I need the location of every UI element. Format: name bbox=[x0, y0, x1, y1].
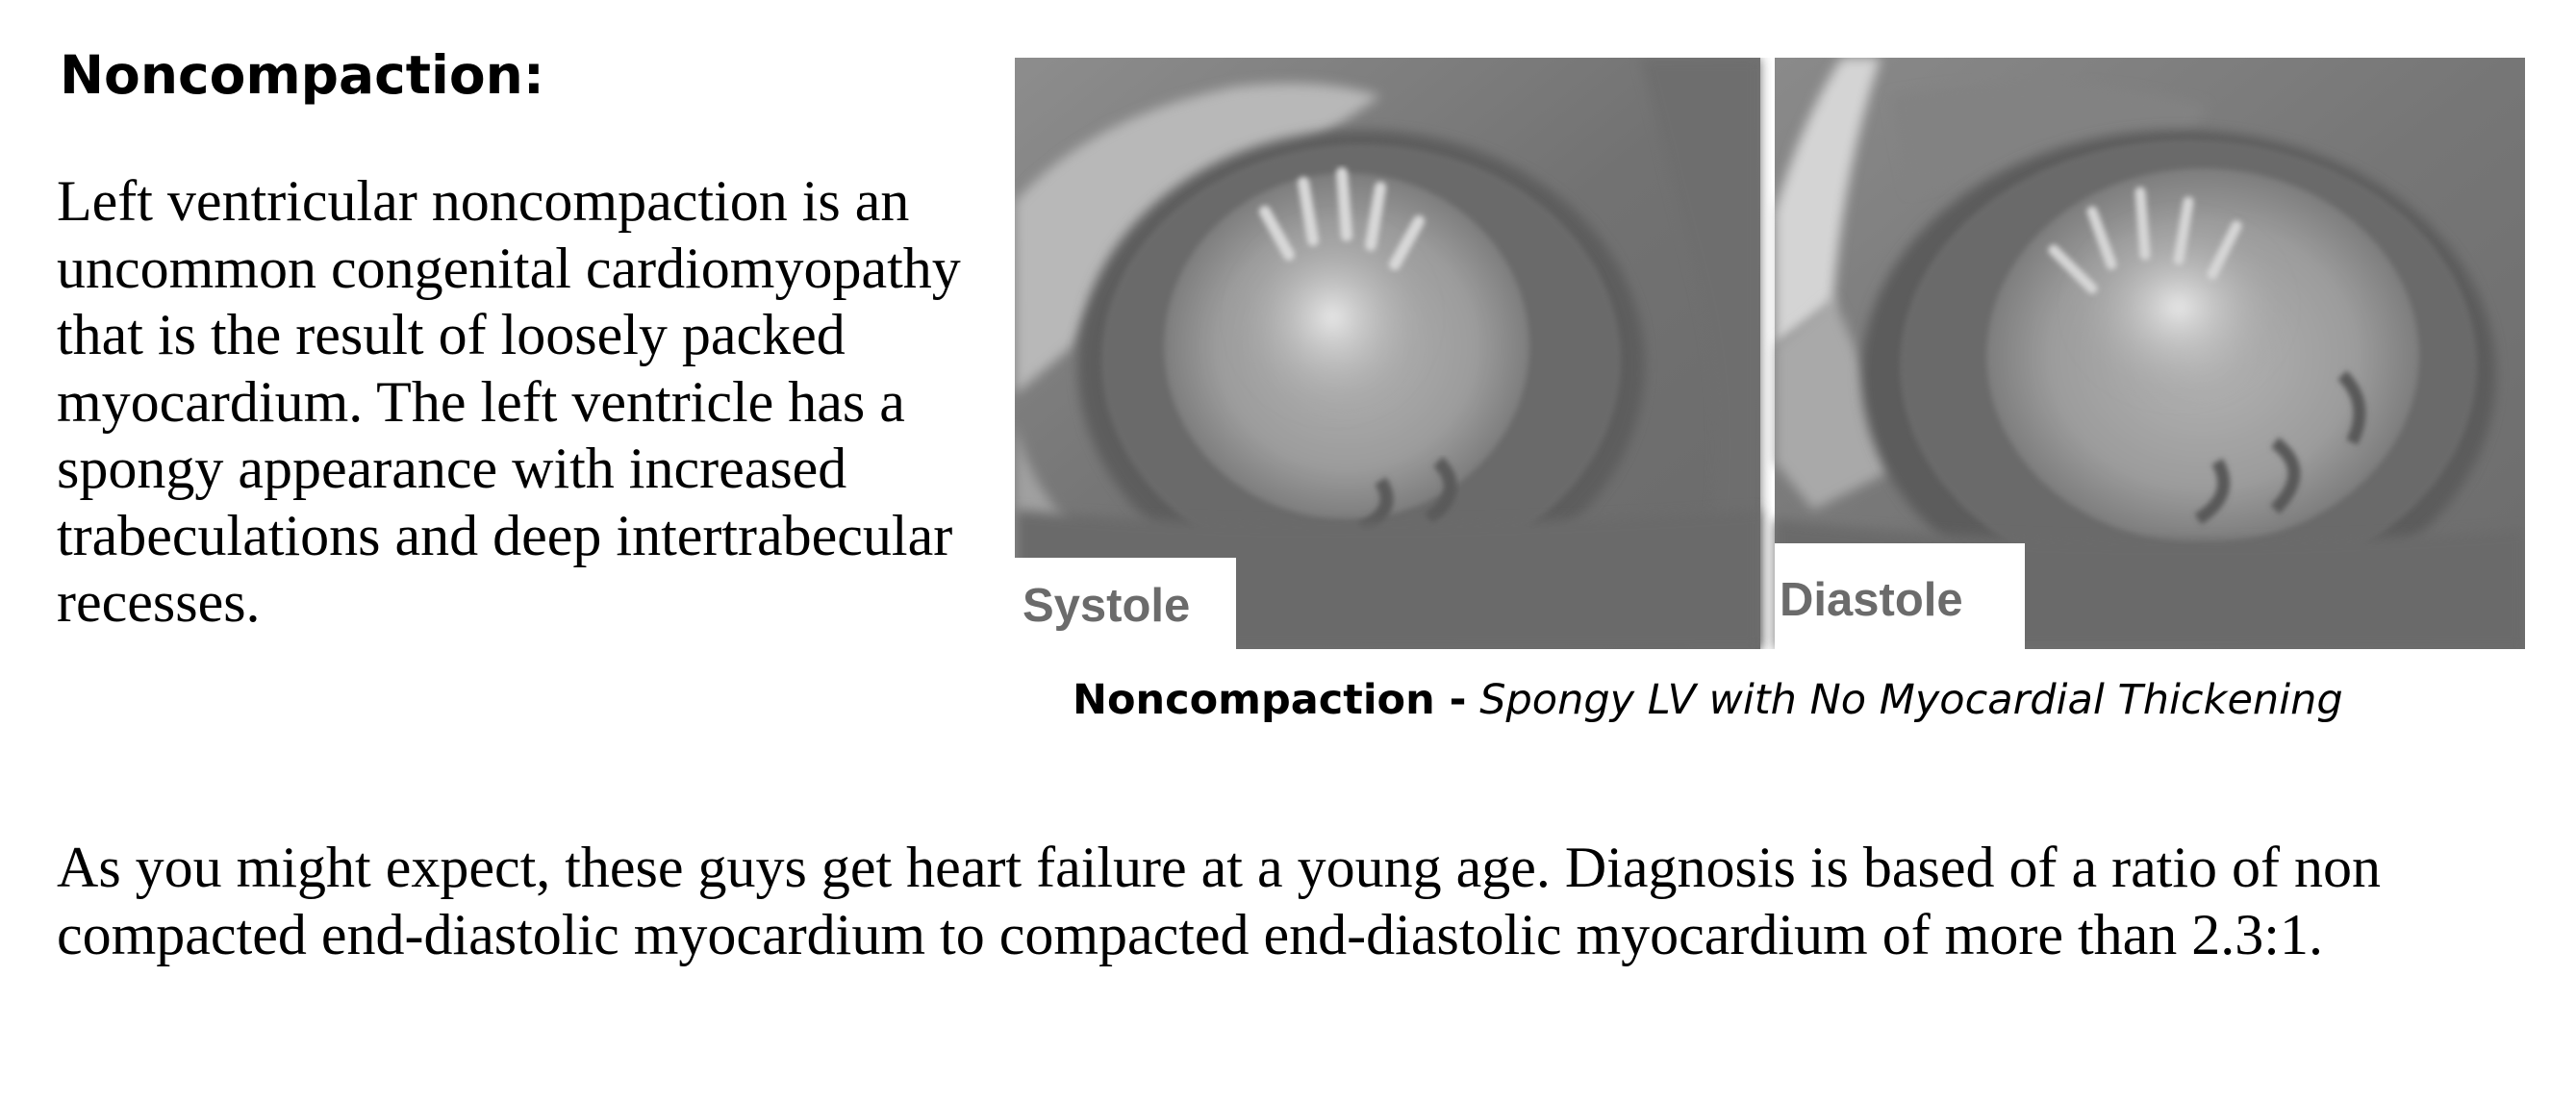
caption-bold: Noncompaction - bbox=[1073, 676, 1467, 724]
systole-panel bbox=[1015, 58, 1760, 649]
intro-paragraph: Left ventricular noncompaction is an uncommon congenital cardiomyopathy that is the result of loosely packed myocardium. The left ventricle has a spongy appearance with increased trabeculations and deep intertrabecular recesses. bbox=[57, 169, 961, 634]
mri-figure bbox=[1015, 58, 2525, 649]
figure-caption bbox=[1073, 673, 2343, 727]
closing-paragraph: As you might expect, these guys get heart failure at a young age. Diagnosis is based of a ratio of non compacted end-diastolic myocardium to compacted end-diastolic myocardium of more than 2.3:1. bbox=[57, 836, 2382, 966]
caption-italic: Spongy LV with No Myocardial Thickening bbox=[1479, 676, 2343, 724]
mri-image bbox=[1015, 58, 2525, 649]
diastole-label: Diastole bbox=[1780, 574, 1963, 626]
diastole-panel bbox=[1775, 58, 2525, 649]
page-heading: Noncompaction: bbox=[60, 44, 544, 106]
systole-label: Systole bbox=[1023, 580, 1191, 632]
